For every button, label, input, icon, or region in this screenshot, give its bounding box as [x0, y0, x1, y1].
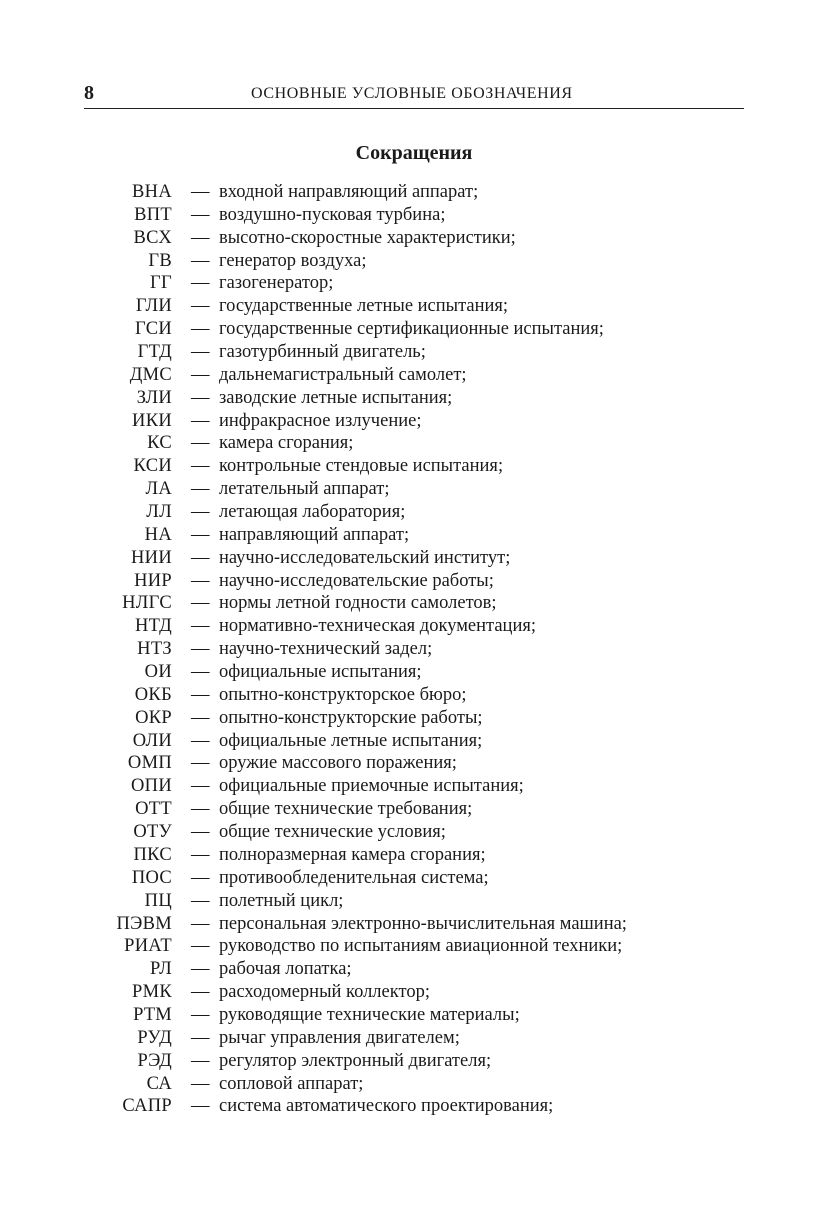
page-header	[84, 80, 744, 109]
abbreviation-term: РУД	[137, 1027, 172, 1048]
abbreviation-row	[0, 570, 828, 593]
abbreviation-definition: официальные приемочные испытания;	[219, 776, 524, 797]
em-dash: —	[191, 844, 210, 865]
em-dash: —	[191, 776, 210, 797]
em-dash: —	[191, 342, 210, 363]
em-dash: —	[191, 959, 210, 980]
abbreviation-term: ОЛИ	[132, 730, 172, 751]
abbreviation-definition: научно-исследовательский институт;	[219, 547, 511, 568]
abbreviation-term: ОКР	[135, 707, 172, 728]
em-dash: —	[191, 456, 210, 477]
abbreviation-definition: газогенератор;	[219, 273, 334, 294]
abbreviation-definition: инфракрасное излучение;	[219, 410, 422, 431]
abbreviation-definition: контрольные стендовые испытания;	[219, 456, 504, 477]
abbreviation-row	[0, 410, 828, 433]
abbreviation-definition: рычаг управления двигателем;	[219, 1027, 460, 1048]
abbreviation-term: СА	[146, 1073, 172, 1094]
abbreviation-term: РИАТ	[124, 936, 172, 957]
abbreviation-definition: полетный цикл;	[219, 890, 344, 911]
abbreviation-row	[0, 387, 828, 410]
abbreviation-term: ЛА	[145, 479, 172, 500]
abbreviation-row	[0, 455, 828, 478]
running-title: ОСНОВНЫЕ УСЛОВНЫЕ ОБОЗНАЧЕНИЯ	[251, 85, 573, 102]
abbreviation-row	[0, 981, 828, 1004]
abbreviation-term: ОМП	[127, 753, 172, 774]
em-dash: —	[191, 479, 210, 500]
em-dash: —	[191, 1004, 210, 1025]
abbreviation-term: ГСИ	[134, 319, 172, 340]
em-dash: —	[191, 364, 210, 385]
em-dash: —	[191, 547, 210, 568]
abbreviation-definition: камера сгорания;	[219, 433, 354, 454]
em-dash: —	[191, 227, 210, 248]
abbreviation-row	[0, 1050, 828, 1073]
abbreviation-term: РЭД	[137, 1050, 172, 1071]
em-dash: —	[191, 982, 210, 1003]
em-dash: —	[191, 707, 210, 728]
abbreviation-definition: рабочая лопатка;	[219, 959, 352, 980]
em-dash: —	[191, 730, 210, 751]
abbreviation-term: ИКИ	[132, 410, 172, 431]
abbreviation-term: НИР	[134, 570, 172, 591]
abbreviation-definition: расходомерный коллектор;	[219, 982, 430, 1003]
em-dash: —	[191, 867, 210, 888]
abbreviation-row	[0, 638, 828, 661]
abbreviation-term: РЛ	[149, 959, 172, 980]
abbreviation-definition: опытно-конструкторское бюро;	[219, 684, 467, 705]
em-dash: —	[191, 524, 210, 545]
abbreviation-term: ПКС	[133, 844, 172, 865]
abbreviation-definition: нормативно-техническая документация;	[219, 616, 536, 637]
em-dash: —	[191, 890, 210, 911]
abbreviation-row	[0, 661, 828, 684]
abbreviation-row	[0, 775, 828, 798]
abbreviation-term: ГВ	[148, 250, 172, 271]
abbreviation-row	[0, 501, 828, 524]
em-dash: —	[191, 204, 210, 225]
abbreviation-row	[0, 341, 828, 364]
abbreviation-definition: руководство по испытаниям авиационной техники;	[219, 936, 623, 957]
abbreviation-term: КСИ	[133, 456, 172, 477]
abbreviation-term: НЛГС	[122, 593, 172, 614]
abbreviation-term: РМК	[132, 982, 172, 1003]
abbreviation-term: ОТТ	[135, 799, 172, 820]
abbreviation-definition: официальные летные испытания;	[219, 730, 483, 751]
abbreviation-term: ГТД	[137, 342, 172, 363]
em-dash: —	[191, 433, 210, 454]
em-dash: —	[191, 1027, 210, 1048]
abbreviation-term: НТД	[134, 616, 172, 637]
abbreviation-term: НА	[144, 524, 172, 545]
abbreviation-definition: государственные летные испытания;	[219, 296, 509, 317]
abbreviation-term: САПР	[122, 1096, 172, 1117]
abbreviation-list	[0, 181, 828, 1118]
abbreviation-row	[0, 913, 828, 936]
abbreviation-definition: воздушно-пусковая турбина;	[219, 204, 446, 225]
em-dash: —	[191, 913, 210, 934]
em-dash: —	[191, 799, 210, 820]
abbreviation-definition: общие технические требования;	[219, 799, 473, 820]
em-dash: —	[191, 936, 210, 957]
abbreviation-definition: научно-исследовательские работы;	[219, 570, 494, 591]
em-dash: —	[191, 319, 210, 340]
abbreviation-term: ВПТ	[134, 204, 172, 225]
abbreviation-row	[0, 615, 828, 638]
abbreviation-term: КС	[147, 433, 172, 454]
abbreviation-term: НИИ	[131, 547, 172, 568]
abbreviation-term: ГГ	[150, 273, 172, 294]
em-dash: —	[191, 684, 210, 705]
em-dash: —	[191, 570, 210, 591]
abbreviation-row	[0, 547, 828, 570]
abbreviation-definition: противообледенительная система;	[219, 867, 489, 888]
abbreviation-term: ГЛИ	[135, 296, 172, 317]
abbreviation-definition: летающая лаборатория;	[219, 502, 406, 523]
abbreviation-definition: опытно-конструкторские работы;	[219, 707, 483, 728]
abbreviation-definition: государственные сертификационные испытания;	[219, 319, 604, 340]
abbreviation-row	[0, 524, 828, 547]
em-dash: —	[191, 1073, 210, 1094]
abbreviation-row	[0, 890, 828, 913]
em-dash: —	[191, 753, 210, 774]
abbreviation-definition: руководящие технические материалы;	[219, 1004, 520, 1025]
abbreviation-row	[0, 227, 828, 250]
abbreviation-definition: газотурбинный двигатель;	[219, 342, 426, 363]
abbreviation-definition: генератор воздуха;	[219, 250, 367, 271]
em-dash: —	[191, 616, 210, 637]
abbreviation-definition: персональная электронно-вычислительная машина;	[219, 913, 627, 934]
abbreviation-definition: входной направляющий аппарат;	[219, 182, 479, 202]
abbreviation-term: ОТУ	[133, 822, 172, 843]
em-dash: —	[191, 387, 210, 408]
abbreviation-definition: летательный аппарат;	[219, 479, 390, 500]
abbreviation-term: ОКБ	[134, 684, 172, 705]
abbreviation-term: ОИ	[144, 662, 172, 683]
em-dash: —	[191, 296, 210, 317]
abbreviation-row	[0, 250, 828, 273]
abbreviation-row	[0, 272, 828, 295]
em-dash: —	[191, 250, 210, 271]
abbreviation-row	[0, 844, 828, 867]
em-dash: —	[191, 639, 210, 660]
abbreviation-definition: высотно-скоростные характеристики;	[219, 227, 516, 248]
abbreviation-row	[0, 592, 828, 615]
abbreviation-definition: нормы летной годности самолетов;	[219, 593, 497, 614]
abbreviation-definition: общие технические условия;	[219, 822, 446, 843]
abbreviation-row	[0, 295, 828, 318]
abbreviation-row	[0, 1095, 828, 1118]
abbreviation-definition: полноразмерная камера сгорания;	[219, 844, 486, 865]
abbreviation-row	[0, 364, 828, 387]
abbreviation-term: ПОС	[131, 867, 172, 888]
abbreviation-row	[0, 821, 828, 844]
page-number: 8	[84, 82, 94, 104]
abbreviation-term: РТМ	[133, 1004, 172, 1025]
abbreviation-row	[0, 752, 828, 775]
abbreviation-definition: регулятор электронный двигателя;	[219, 1050, 492, 1071]
em-dash: —	[191, 662, 210, 683]
abbreviation-row	[0, 1027, 828, 1050]
em-dash: —	[191, 1096, 210, 1117]
abbreviation-term: ДМС	[129, 364, 172, 385]
abbreviation-row	[0, 478, 828, 501]
abbreviation-definition: дальнемагистральный самолет;	[219, 364, 467, 385]
abbreviation-row	[0, 707, 828, 730]
abbreviation-definition: система автоматического проектирования;	[219, 1096, 554, 1117]
abbreviation-term: ОПИ	[131, 776, 172, 797]
em-dash: —	[191, 1050, 210, 1071]
em-dash: —	[191, 502, 210, 523]
abbreviation-row	[0, 1004, 828, 1027]
em-dash: —	[191, 182, 210, 202]
abbreviation-definition: сопловой аппарат;	[219, 1073, 364, 1094]
abbreviation-term: ПЭВМ	[116, 913, 172, 934]
abbreviation-term: ЛЛ	[146, 502, 172, 523]
section-title: Сокращения	[355, 142, 473, 164]
abbreviation-row	[0, 204, 828, 227]
abbreviation-definition: направляющий аппарат;	[219, 524, 410, 545]
abbreviation-row	[0, 318, 828, 341]
abbreviation-row	[0, 684, 828, 707]
em-dash: —	[191, 273, 210, 294]
abbreviation-term: ВНА	[132, 182, 172, 202]
abbreviation-definition: официальные испытания;	[219, 662, 422, 683]
em-dash: —	[191, 593, 210, 614]
abbreviation-row	[0, 181, 828, 204]
abbreviation-term: ПЦ	[144, 890, 172, 911]
abbreviation-term: ЗЛИ	[136, 387, 172, 408]
abbreviation-term: ВСХ	[133, 227, 172, 248]
abbreviation-definition: оружие массового поражения;	[219, 753, 457, 774]
abbreviation-row	[0, 798, 828, 821]
abbreviation-term: НТЗ	[137, 639, 172, 660]
abbreviation-row	[0, 867, 828, 890]
abbreviation-row	[0, 730, 828, 753]
abbreviation-row	[0, 1073, 828, 1096]
abbreviation-definition: научно-технический задел;	[219, 639, 433, 660]
abbreviation-row	[0, 958, 828, 981]
em-dash: —	[191, 822, 210, 843]
abbreviation-row	[0, 432, 828, 455]
abbreviation-definition: заводские летные испытания;	[219, 387, 453, 408]
abbreviation-row	[0, 935, 828, 958]
em-dash: —	[191, 410, 210, 431]
